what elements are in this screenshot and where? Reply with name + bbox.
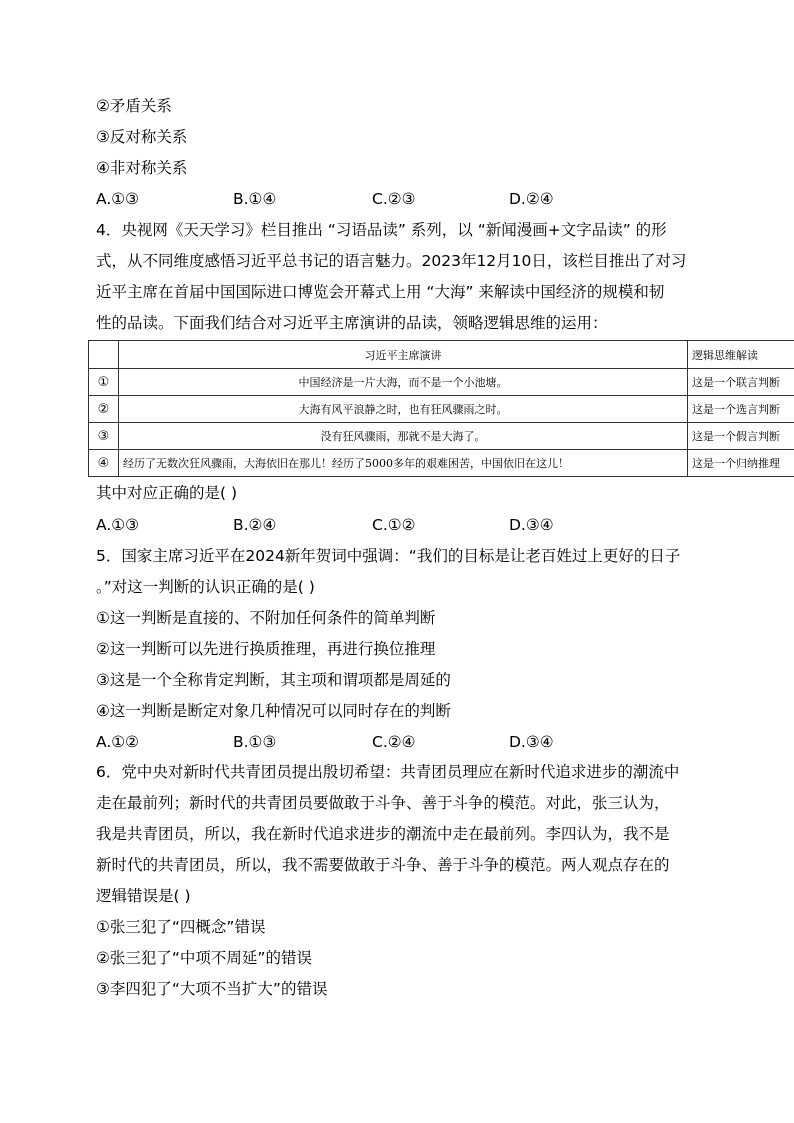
q4-options — [96, 514, 696, 536]
q6-item: ②张三犯了“中项不周延”的错误 — [96, 949, 312, 967]
prev-item-2: ②矛盾关系 — [96, 97, 172, 115]
header-num — [89, 341, 119, 369]
q5-item: ①这一判断是直接的、不附加任何条件的简单判断 — [96, 609, 436, 627]
row-logic: 这是一个联言判断 — [688, 369, 794, 396]
q4-stem-line: 性的品读。下面我们结合对习近平主席演讲的品读，领略逻辑思维的运用： — [96, 314, 608, 332]
row-num: ② — [89, 396, 119, 423]
q6-stem-line: 走在最前列；新时代的共青团员要做敢于斗争、善于斗争的模范。对此，张三认为， — [96, 794, 670, 812]
q4-stem-line: 式，从不同维度感悟习近平总书记的语言魅力。2023年12月10日，该栏目推出了对习 — [96, 252, 687, 270]
option-c[interactable]: C.②④ — [372, 733, 416, 751]
option-a[interactable]: A.①③ — [96, 190, 140, 208]
header-logic: 逻辑思维解读 — [688, 341, 794, 369]
option-d[interactable]: D.③④ — [509, 733, 554, 751]
option-b[interactable]: B.②④ — [233, 516, 277, 534]
q6-stem-line: 新时代的共青团员，所以，我不需要做敢于斗争、善于斗争的模范。两人观点存在的 — [96, 856, 670, 874]
q4-stem-line: 近平主席在首届中国国际进口博览会开幕式上用 “大海” 来解读中国经济的规模和韧 — [96, 283, 665, 301]
speech-table-wrapper — [88, 340, 794, 482]
prev-item-4: ④非对称关系 — [96, 159, 188, 177]
row-num: ④ — [89, 450, 119, 477]
table-row — [89, 369, 794, 396]
q5-stem-line: 5．国家主席习近平在2024新年贺词中强调：“我们的目标是让老百姓过上更好的日子 — [96, 547, 681, 565]
option-d[interactable]: D.③④ — [509, 516, 554, 534]
table-row — [89, 396, 794, 423]
table-row — [89, 423, 794, 450]
row-num: ③ — [89, 423, 119, 450]
row-logic: 这是一个选言判断 — [688, 396, 794, 423]
table-header-row — [89, 341, 794, 369]
prev-options — [96, 188, 696, 210]
row-speech: 经历了无数次狂风骤雨，大海依旧在那儿！经历了5000多年的艰难困苦，中国依旧在这儿！ — [119, 450, 688, 477]
option-c[interactable]: C.①② — [372, 516, 416, 534]
q6-stem-line: 6．党中央对新时代共青团员提出殷切希望：共青团员理应在新时代追求进步的潮流中 — [96, 763, 680, 781]
option-b[interactable]: B.①④ — [233, 190, 277, 208]
q5-item: ③这是一个全称肯定判断，其主项和谓项都是周延的 — [96, 671, 451, 689]
option-b[interactable]: B.①③ — [233, 733, 277, 751]
header-speech: 习近平主席演讲 — [119, 341, 688, 369]
option-d[interactable]: D.②④ — [509, 190, 554, 208]
q4-prompt: 其中对应正确的是( ) — [96, 484, 238, 502]
row-speech: 没有狂风骤雨，那就不是大海了。 — [119, 423, 688, 450]
q6-item: ①张三犯了“四概念”错误 — [96, 918, 266, 936]
speech-table — [88, 340, 794, 477]
q5-item: ④这一判断是断定对象几种情况可以同时存在的判断 — [96, 702, 451, 720]
row-speech: 大海有风平浪静之时，也有狂风骤雨之时。 — [119, 396, 688, 423]
option-a[interactable]: A.①③ — [96, 516, 140, 534]
q6-item: ③李四犯了“大项不当扩大”的错误 — [96, 980, 328, 998]
row-logic: 这是一个假言判断 — [688, 423, 794, 450]
q5-options — [96, 731, 696, 753]
option-c[interactable]: C.②③ — [372, 190, 416, 208]
q6-stem-line: 我是共青团员，所以，我在新时代追求进步的潮流中走在最前列。李四认为，我不是 — [96, 825, 670, 843]
row-speech: 中国经济是一片大海，而不是一个小池塘。 — [119, 369, 688, 396]
row-logic: 这是一个归纳推理 — [688, 450, 794, 477]
q6-stem-line: 逻辑错误是( ) — [96, 887, 191, 905]
table-row — [89, 450, 794, 477]
q4-stem-line: 4．央视网《天天学习》栏目推出 “习语品读” 系列，以 “新闻漫画+文字品读” 的形 — [96, 221, 667, 239]
prev-item-3: ③反对称关系 — [96, 128, 188, 146]
q5-stem-line: 。”对这一判断的认识正确的是( ) — [96, 578, 315, 596]
q5-item: ②这一判断可以先进行换质推理，再进行换位推理 — [96, 640, 436, 658]
option-a[interactable]: A.①② — [96, 733, 140, 751]
row-num: ① — [89, 369, 119, 396]
